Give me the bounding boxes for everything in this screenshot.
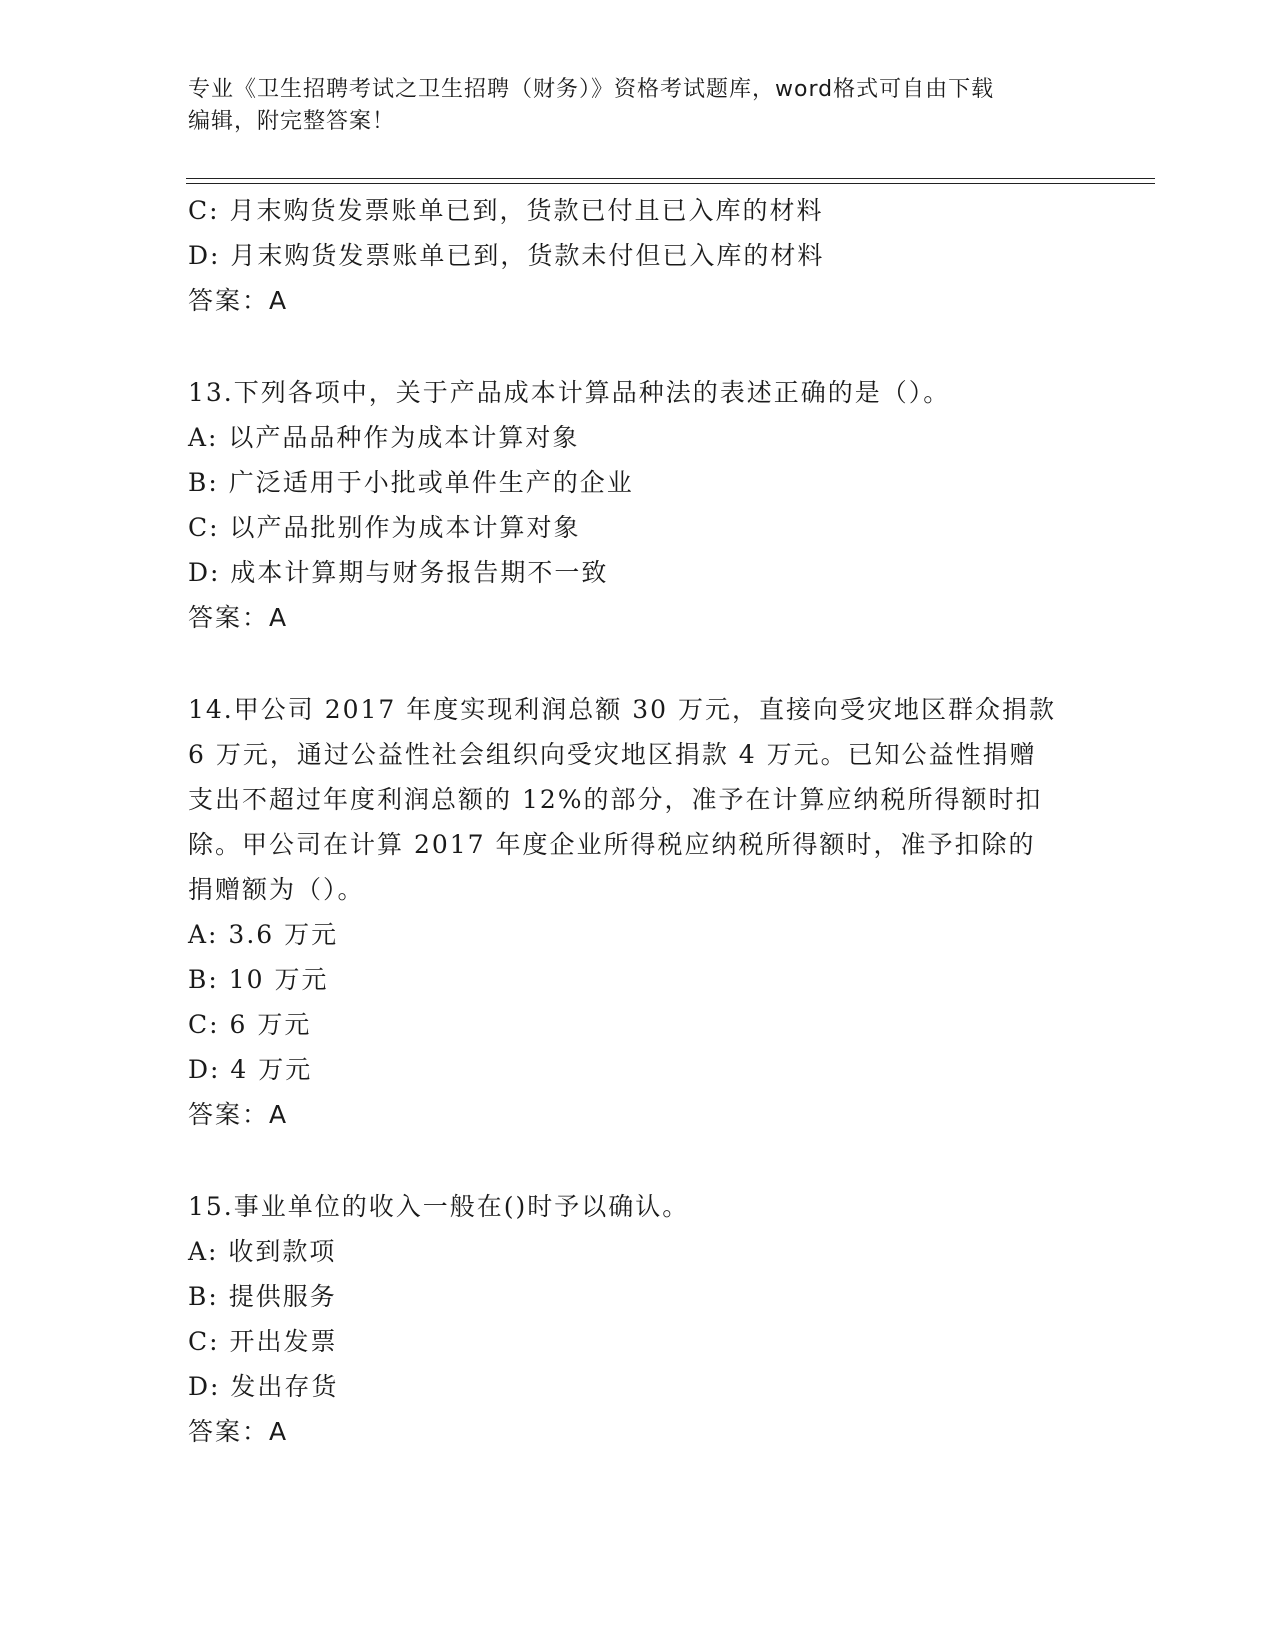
header-rule-bottom	[186, 183, 1155, 184]
header-line-2: 编辑，附完整答案！	[188, 109, 396, 134]
option-b: B: 广泛适用于小批或单件生产的企业	[188, 468, 634, 497]
answer: 答案：A	[188, 286, 289, 315]
document-header	[188, 74, 1088, 138]
option-d: D: 发出存货	[188, 1372, 339, 1401]
question-stem-line: 捐赠额为（）。	[188, 875, 365, 904]
option-c: C: 以产品批别作为成本计算对象	[188, 513, 581, 542]
question-12-tail	[188, 188, 1088, 323]
option-d: D: 月末购货发票账单已到，货款未付但已入库的材料	[188, 241, 825, 270]
question-stem-line: 14.甲公司 2017 年度实现利润总额 30 万元，直接向受灾地区群众捐款	[188, 695, 1056, 724]
option-a: A: 收到款项	[188, 1237, 337, 1266]
answer: 答案：A	[188, 1417, 289, 1446]
question-stem-line: 6 万元，通过公益性社会组织向受灾地区捐款 4 万元。已知公益性捐赠	[188, 740, 1037, 769]
question-15	[188, 1184, 1088, 1454]
question-list	[188, 188, 1088, 1454]
question-14	[188, 687, 1088, 1137]
option-c: C: 开出发票	[188, 1327, 338, 1356]
header-line-1: 专业《卫生招聘考试之卫生招聘（财务）》资格考试题库，word格式可自由下载	[188, 77, 995, 102]
option-a: A: 3.6 万元	[188, 920, 339, 949]
answer: 答案：A	[188, 603, 289, 632]
option-c: C: 月末购货发票账单已到，货款已付且已入库的材料	[188, 196, 824, 225]
option-a: A: 以产品品种作为成本计算对象	[188, 423, 580, 452]
question-stem: 15.事业单位的收入一般在()时予以确认。	[188, 1192, 690, 1221]
option-c: C: 6 万元	[188, 1010, 312, 1039]
answer: 答案：A	[188, 1100, 289, 1129]
option-b: B: 提供服务	[188, 1282, 337, 1311]
option-d: D: 成本计算期与财务报告期不一致	[188, 558, 609, 587]
question-13	[188, 370, 1088, 640]
option-d: D: 4 万元	[188, 1055, 313, 1084]
question-stem: 13.下列各项中，关于产品成本计算品种法的表述正确的是（）。	[188, 378, 951, 407]
question-stem-line: 除。甲公司在计算 2017 年度企业所得税应纳税所得额时，准予扣除的	[188, 830, 1036, 859]
question-stem-line: 支出不超过年度利润总额的 12%的部分，准予在计算应纳税所得额时扣	[188, 785, 1043, 814]
option-b: B: 10 万元	[188, 965, 329, 994]
header-rule-top	[186, 178, 1155, 179]
